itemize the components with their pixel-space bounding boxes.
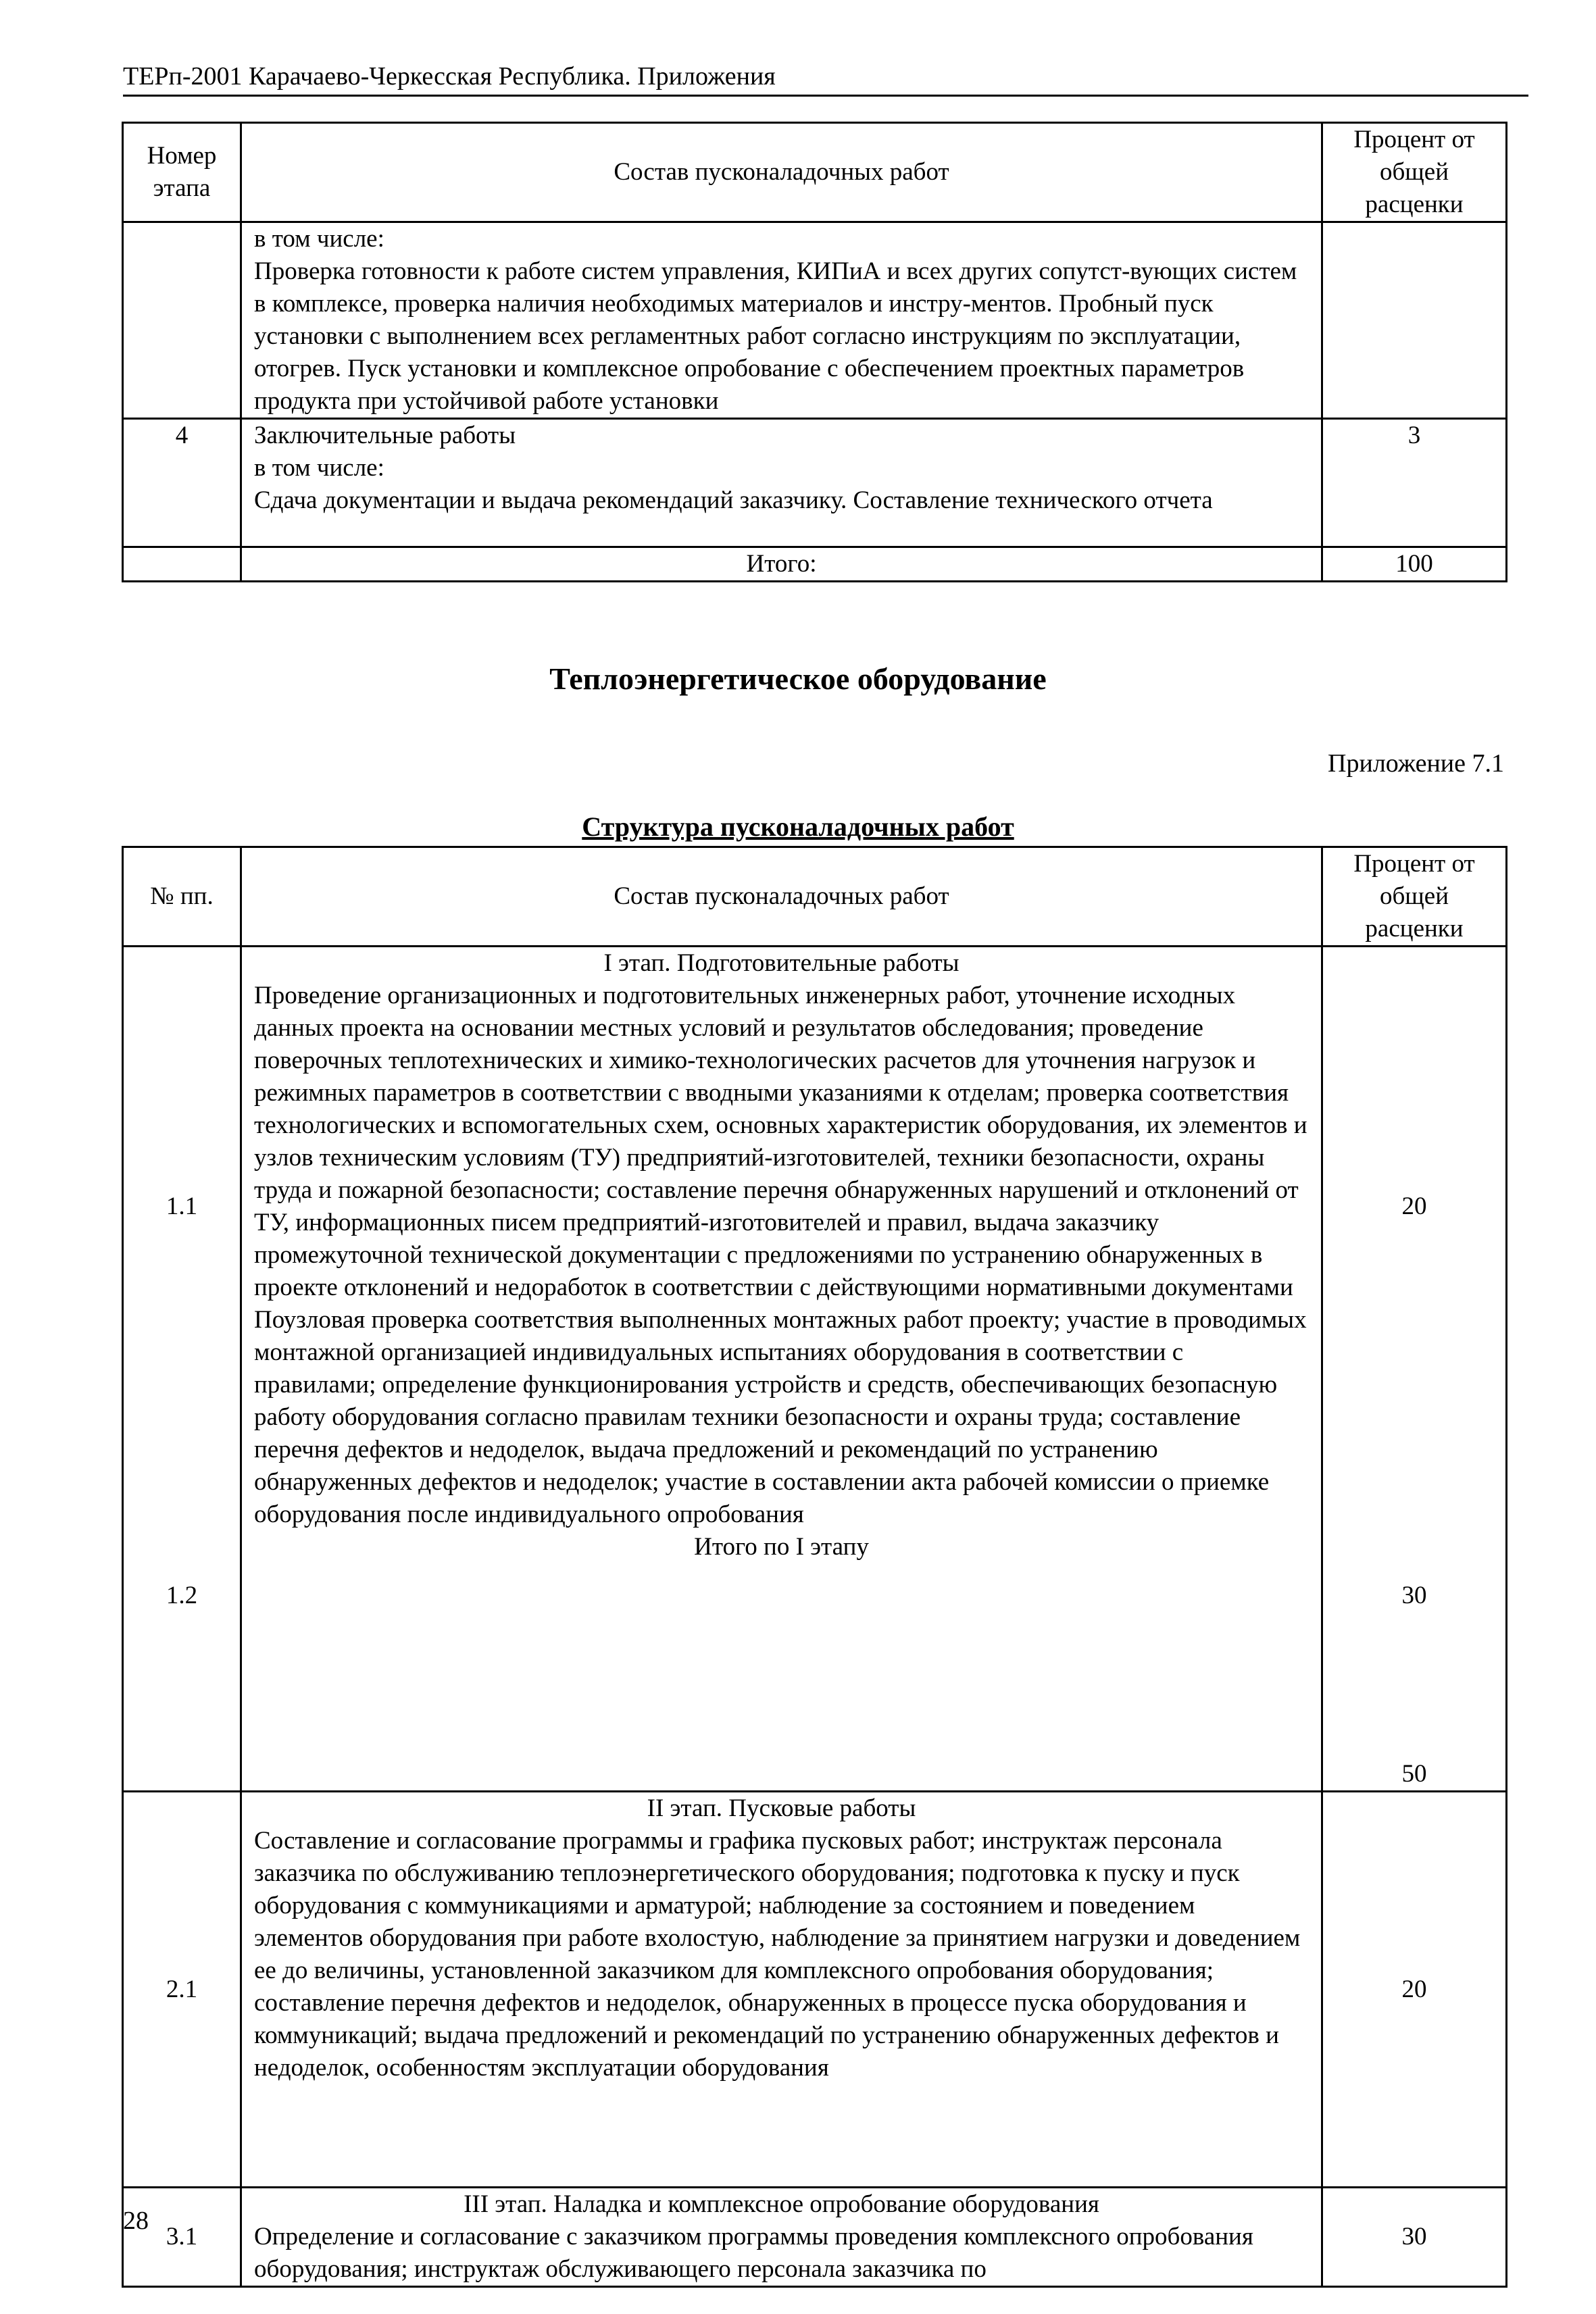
work-description: Составление и согласование программы и графика пусковых работ; инструктаж персонала заказчика по обслуживанию теплоэнергетического оборудования; подготовка к пуску и пуск оборудования с коммуникациями и арматурой; наблюдение за состоянием и поведением элементов оборудования при работе вхолостую, наблюдение за принятием нагрузки и доведением ее до величины, установленной заказчиком для комплексного опробования оборудования; составление перечня дефектов и недоделок, обнаруженных в процессе пуска оборудования и коммуникаций; выдача предложений и рекомендаций по устранению обнаруженных дефектов и недоделок, особенностям эксплуатации оборудования	[254, 1827, 1301, 2082]
work-line: Заключительные работы	[254, 422, 516, 449]
section-title: Теплоэнергетическое оборудование	[549, 661, 1047, 696]
table-header-row	[123, 847, 1507, 947]
stage-number-column	[123, 947, 241, 1792]
empty-cell	[123, 547, 241, 582]
percent-cell	[1322, 222, 1507, 419]
stage-number-cell: 4	[123, 419, 241, 547]
work-description-cell	[241, 419, 1322, 547]
item-number: 1.2	[166, 1582, 198, 1609]
column-header-work-composition: Состав пусконаладочных работ	[241, 123, 1322, 222]
stage-total-label: Итого по I этапу	[694, 1533, 869, 1561]
percent-value: 30	[1401, 1582, 1427, 1609]
percent-cell: 3	[1322, 419, 1507, 547]
percent-value: 20	[1401, 1192, 1427, 1220]
stage-title: III этап. Наладка и комплексное опробование оборудования	[464, 2190, 1099, 2218]
work-description: Проведение организационных и подготовительных инженерных работ, уточнение исходных данных проекта на основании местных условий и результатов обследования; проведение поверочных теплотехнических и химико-технологических расчетов для уточнения нагрузок и режимных параметров в соответствии с вводными указаниями к отделам; проверка соответствия технологических и вспомогательных схем, основных характеристик оборудования, их элементов и узлов техническим условиям (ТУ) предприятий-изготовителей, техники безопасности, охраны труда и пожарной безопасности; составление перечня обнаруженных нарушений и отклонений от ТУ, информационных писем предприятий-изготовителей и правил, выдача заказчику промежуточной технической документации с предложениями по устранению обнаруженных в проекте отклонений и недоработок в соответствии с действующими нормативными документами	[254, 982, 1307, 1301]
stage-row	[123, 1792, 1507, 2188]
stage-content-cell	[241, 947, 1322, 1792]
structure-title: Структура пусконаладочных работ	[582, 811, 1014, 842]
page-number: 28	[123, 2207, 149, 2235]
work-line: Проверка готовности к работе систем управления, КИПиА и всех других сопутст-вующих систем в комплексе, проверка наличия необходимых материалов и инстру-ментов. Пробный пуск установки с выполнением всех регламентных работ согласно инструкциям по эксплуатации, отогрев. Пуск установки и комплексное опробование с обеспечением проектных параметров продукта при устойчивой работе установки	[254, 257, 1297, 415]
appendix-label: Приложение 7.1	[1328, 749, 1504, 778]
stage-content-cell	[241, 1792, 1322, 2188]
stage-row	[123, 2188, 1507, 2287]
work-description: Определение и согласование с заказчиком программы проведения комплексного опробования оборудования; инструктаж обслуживающего персонала заказчика по	[254, 2223, 1253, 2283]
column-header-stage-number: Номер этапа	[123, 123, 241, 222]
stage-title: I этап. Подготовительные работы	[603, 949, 959, 977]
running-header: ТЕРп-2001 Карачаево-Черкесская Республика. Приложения	[123, 59, 1528, 97]
item-number: 3.1	[123, 2188, 241, 2287]
percent-value: 20	[1322, 1792, 1507, 2188]
structure-table	[122, 846, 1507, 2288]
work-line: в том числе:	[254, 454, 384, 482]
stages-table-continued	[122, 122, 1507, 582]
total-row	[123, 547, 1507, 582]
column-header-percent: Процент от общей расценки	[1322, 123, 1507, 222]
total-value: 100	[1322, 547, 1507, 582]
table-header-row	[123, 123, 1507, 222]
percent-value: 30	[1322, 2188, 1507, 2287]
column-header-work-composition: Состав пусконаладочных работ	[241, 847, 1322, 947]
stage-row	[123, 947, 1507, 1792]
table-row	[123, 419, 1507, 547]
stage-title: II этап. Пусковые работы	[647, 1794, 916, 1822]
work-line: в том числе:	[254, 225, 384, 253]
item-number: 2.1	[123, 1792, 241, 2188]
item-number: 1.1	[166, 1192, 198, 1220]
stage-total-value: 50	[1401, 1760, 1427, 1788]
stage-content-cell	[241, 2188, 1322, 2287]
work-description: Поузловая проверка соответствия выполненных монтажных работ проекту; участие в проводимых монтажной организацией индивидуальных испытаниях оборудования в соответствии с правилами; определение функционирования устройств и средств, обеспечивающих безопасную работу оборудования согласно правилам техники безопасности и охраны труда; составление перечня дефектов и недоделок, выдача предложений и рекомендаций по устранению обнаруженных дефектов и недоделок; участие в составлении акта рабочей комиссии о приемке оборудования после индивидуального опробования	[254, 1306, 1307, 1528]
stage-percent-column	[1322, 947, 1507, 1792]
work-description-cell	[241, 222, 1322, 419]
column-header-item-number: № пп.	[123, 847, 241, 947]
table-row	[123, 222, 1507, 419]
stage-number-cell	[123, 222, 241, 419]
total-label: Итого:	[241, 547, 1322, 582]
work-line: Сдача документации и выдача рекомендаций заказчику. Составление технического отчета	[254, 486, 1213, 514]
column-header-percent: Процент от общей расценки	[1322, 847, 1507, 947]
